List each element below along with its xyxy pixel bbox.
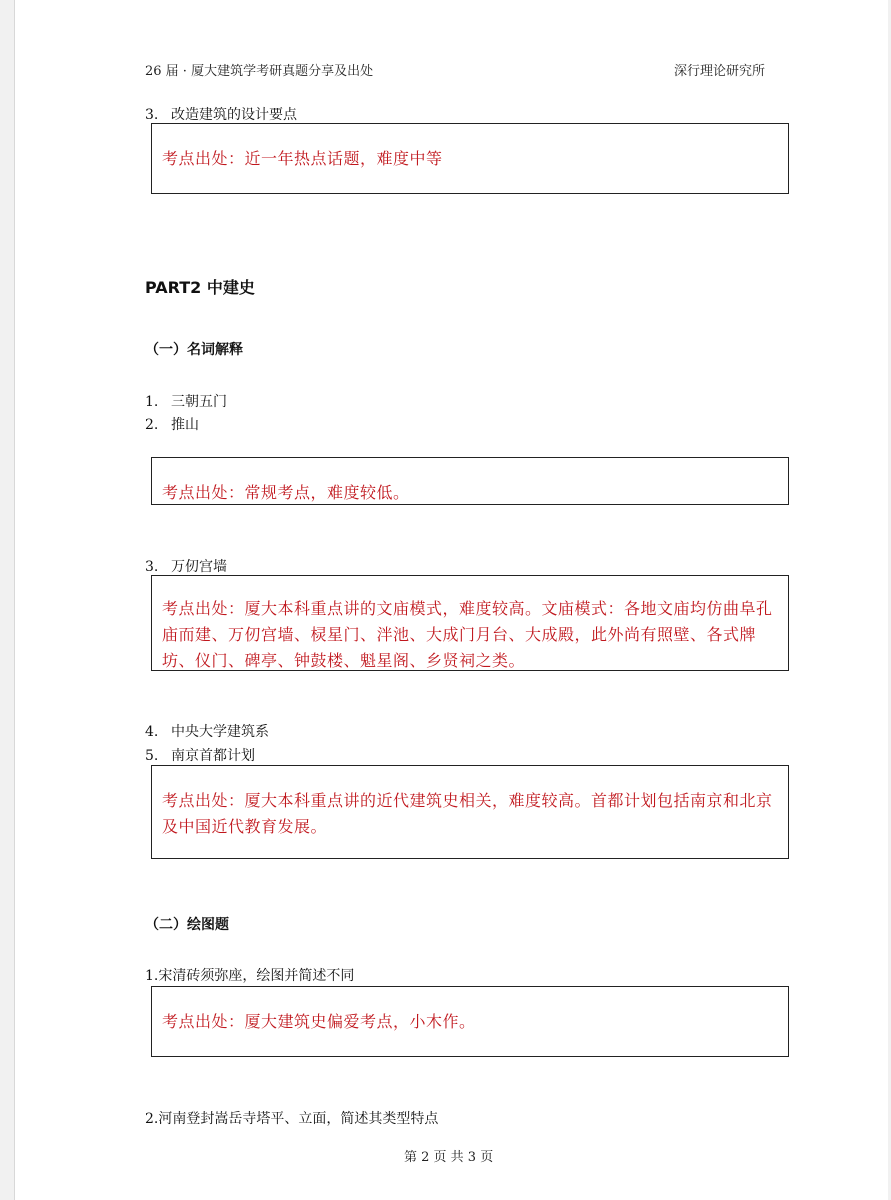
note-box <box>151 765 789 859</box>
list-item-text: 三朝五门 <box>171 394 227 410</box>
list-item-number: 4. <box>145 724 159 740</box>
subsection-title: （二）绘图题 <box>145 917 229 933</box>
list-item-text: 推山 <box>171 417 199 433</box>
section-title: PART2 中建史 <box>145 278 255 297</box>
list-item <box>145 556 227 576</box>
list-item <box>145 414 199 434</box>
note-box <box>151 457 789 505</box>
list-item-number: 2. <box>145 417 159 433</box>
note-box <box>151 986 789 1057</box>
subsection-title: （一）名词解释 <box>145 342 243 358</box>
list-item-text: 万仞宫墙 <box>171 559 227 575</box>
list-item: 1.宋清砖须弥座，绘图并简述不同 <box>145 968 355 984</box>
list-item-number: 3. <box>145 107 159 123</box>
note-text: 考点出处：厦大本科重点讲的近代建筑史相关，难度较高。首都计划包括南京和北京及中国近代教育发展。 <box>162 791 773 836</box>
list-item <box>145 745 255 765</box>
list-item-number: 3. <box>145 559 159 575</box>
list-item <box>145 391 227 411</box>
note-box <box>151 575 789 671</box>
document-page <box>14 0 888 1200</box>
list-item <box>145 104 297 124</box>
header-right: 深行理论研究所 <box>674 64 766 79</box>
list-item-number: 5. <box>145 748 159 764</box>
list-item-number: 1. <box>145 394 159 410</box>
note-text: 考点出处：常规考点，难度较低。 <box>162 483 410 502</box>
note-box <box>151 123 789 194</box>
page-number: 第 2 页 共 3 页 <box>404 1150 494 1165</box>
list-item: 2.河南登封嵩岳寺塔平、立面，简述其类型特点 <box>145 1111 439 1127</box>
note-text: 考点出处：厦大建筑史偏爱考点，小木作。 <box>162 1012 476 1031</box>
header-left: 26 届 · 厦大建筑学考研真题分享及出处 <box>145 64 374 79</box>
list-item-text: 中央大学建筑系 <box>171 724 269 740</box>
list-item <box>145 721 269 741</box>
note-text: 考点出处：近一年热点话题，难度中等 <box>162 149 443 168</box>
list-item-text: 南京首都计划 <box>171 748 255 764</box>
note-text: 考点出处：厦大本科重点讲的文庙模式，难度较高。文庙模式：各地文庙均仿曲阜孔庙而建、万仞宫墙、棂星门、泮池、大成门月台、大成殿，此外尚有照壁、各式牌坊、仪门、碑亭、钟鼓楼、魁星阁、乡贤祠之类。 <box>162 599 773 670</box>
list-item-text: 改造建筑的设计要点 <box>171 107 297 123</box>
